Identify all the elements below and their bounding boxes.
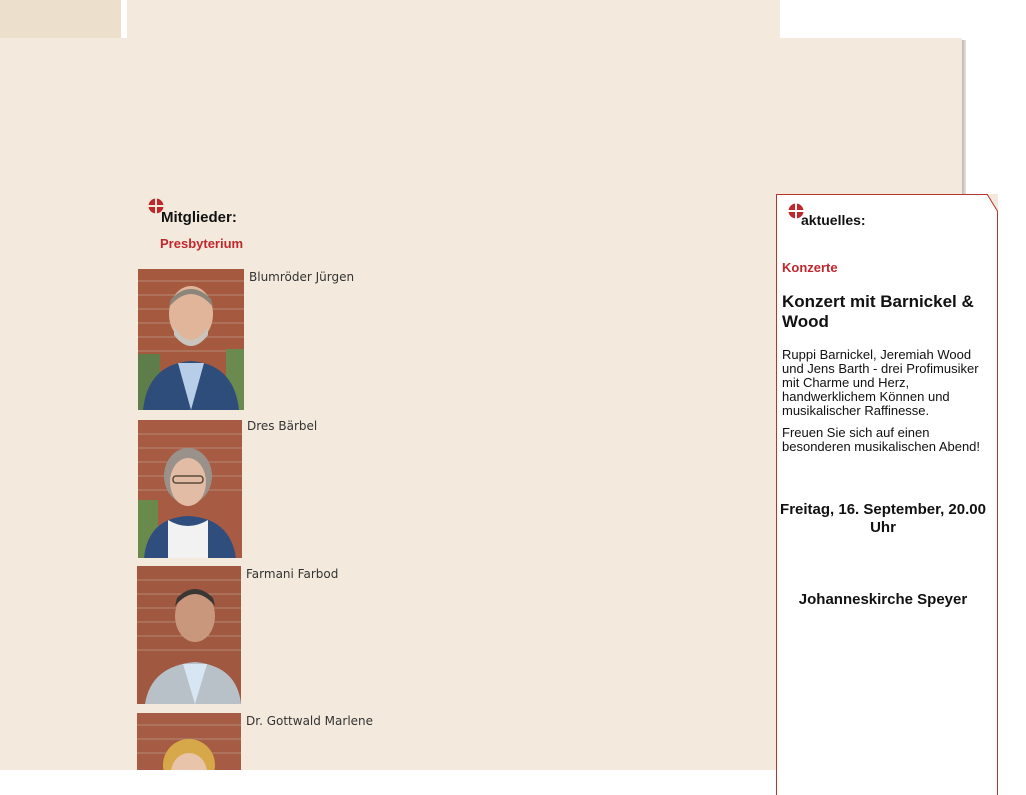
presbyterium-heading: Presbyterium [160,236,244,251]
member-photo [137,566,241,704]
news-paragraph: Freuen Sie sich auf einen besonderen musikalischen Abend! [782,425,981,454]
member-name: Dr. Gottwald Marlene [246,714,374,728]
member-name: Blumröder Jürgen [249,270,355,284]
news-headline[interactable]: Konzert mit Barnickel & Wood [782,292,974,331]
news-category-link[interactable]: Konzerte [782,260,838,275]
member-name: Dres Bärbel [247,419,318,433]
members-title: Mitglieder: [161,209,237,226]
page-shadow [962,40,966,200]
news-date: Freitag, 16. September, 20.00 Uhr [780,501,986,536]
news-title: aktuelles: [801,212,866,228]
member-name: Farmani Farbod [246,567,339,581]
news-box-corner [987,194,998,212]
news-location: Johanneskirche Speyer [798,591,968,608]
top-left-tab [0,0,121,38]
top-main-tab [127,0,780,38]
news-box [776,194,998,795]
member-photo [137,713,241,770]
news-paragraph: Ruppi Barnickel, Jeremiah Wood und Jens Barth - drei Profimusiker mit Charme und Herz, handwerklichem Können und musikalischer Raffinesse. [782,347,979,418]
member-photo [138,269,244,410]
member-photo [138,420,242,558]
